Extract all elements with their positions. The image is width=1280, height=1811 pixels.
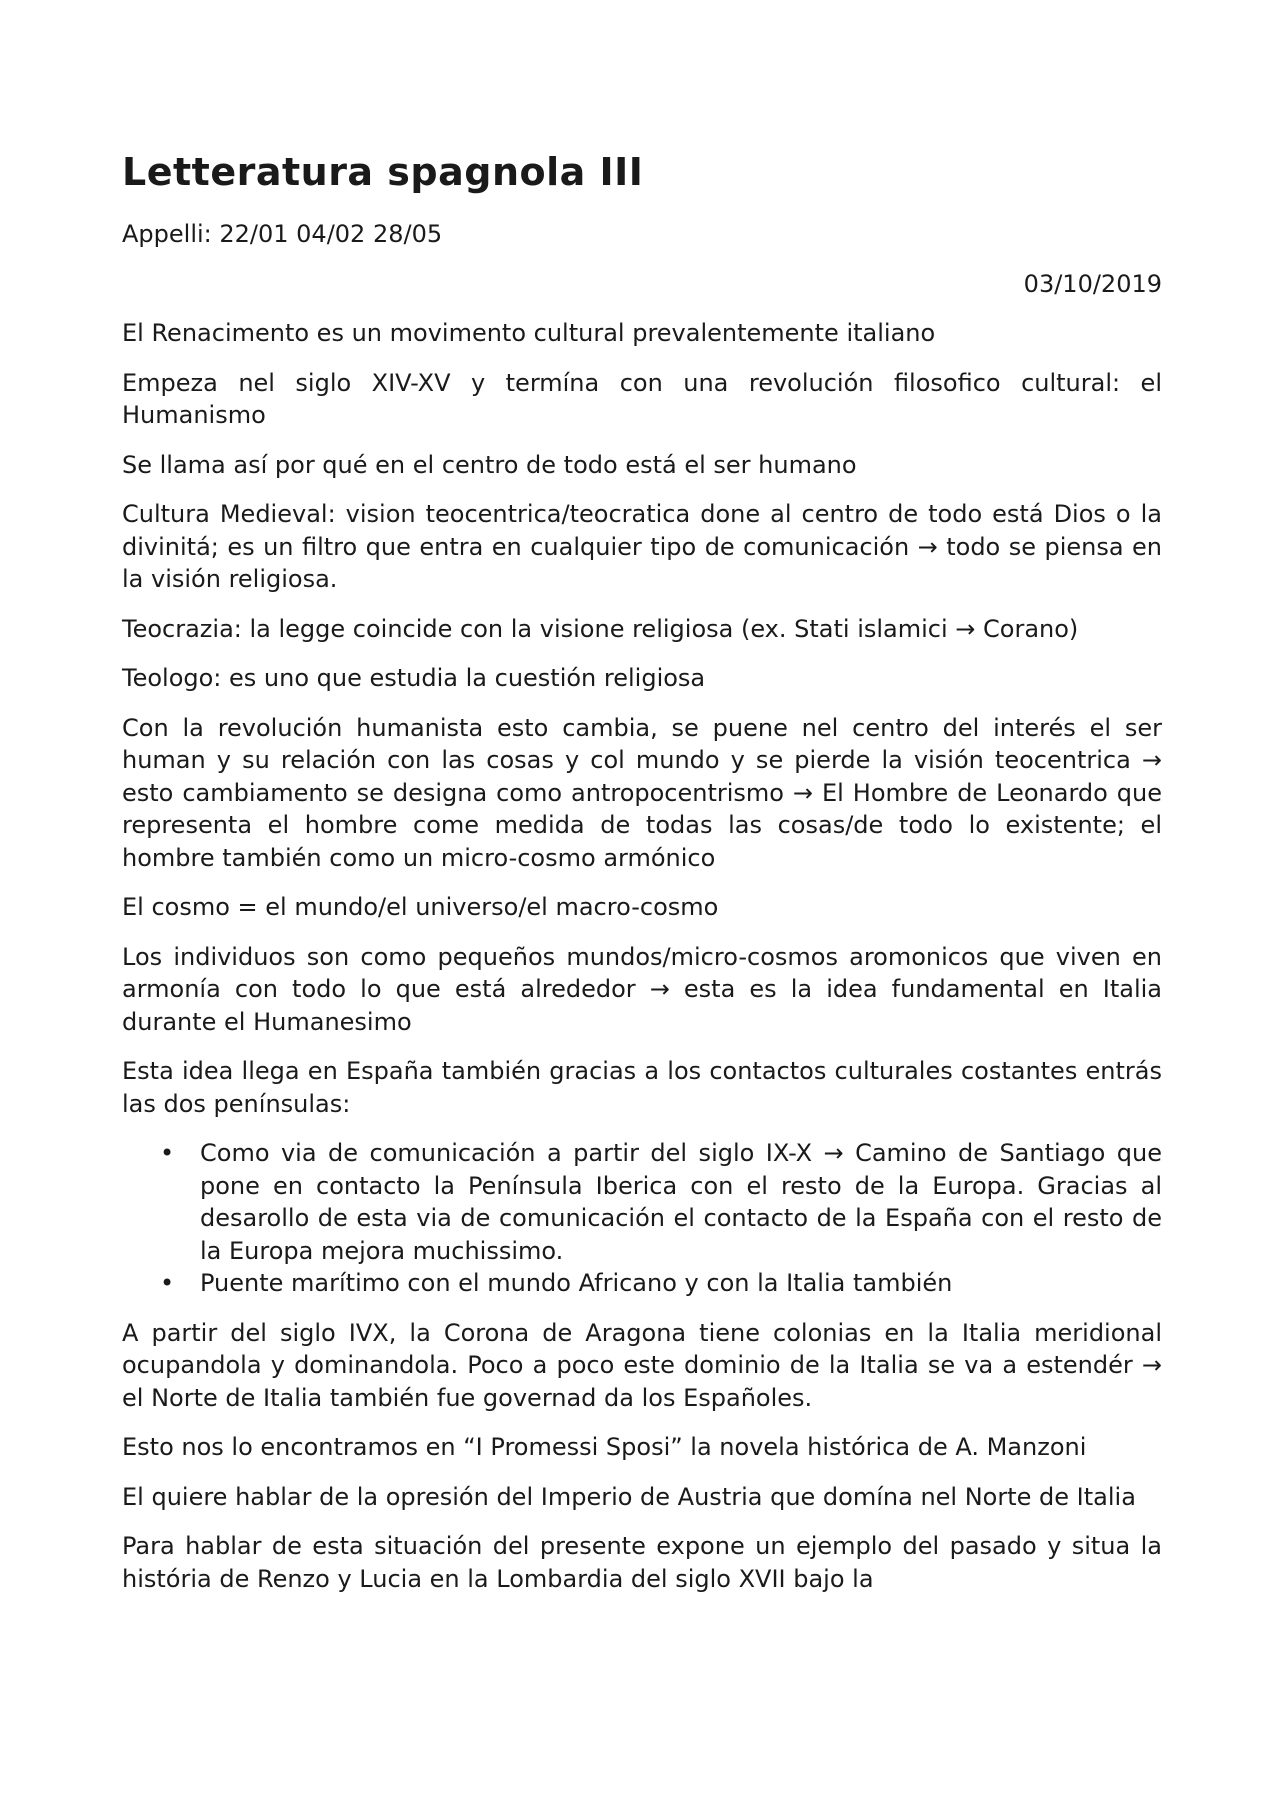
paragraph: Esta idea llega en España también gracias a los contactos culturales costantes entrás las dos penínsulas: [122,1057,1162,1118]
list-item-text: Puente marítimo con el mundo Africano y con la Italia también [200,1269,953,1297]
bullet-list [122,1137,1162,1300]
paragraph: Teologo: es uno que estudia la cuestión religiosa [122,664,706,692]
paragraph: El Renacimento es un movimento cultural prevalentemente italiano [122,319,936,347]
list-item-text: Como via de comunicación a partir del siglo IX-X → Camino de Santiago que pone en contacto la Península Iberica con el resto de la Europa. Gracias al desarollo de esta via de comunicación el contacto de la España con el resto de la Europa mejora muchissimo. [200,1139,1162,1265]
paragraph: A partir del siglo IVX, la Corona de Aragona tiene colonias en la Italia meridional ocupandola y dominandola. Poco a poco este dominio de la Italia se va a estendér → el Norte de Italia también fue governad da los Españoles. [122,1318,1162,1412]
paragraph: El quiere hablar de la opresión del Imperio de Austria que domína nel Norte de Italia [122,1482,1136,1511]
paragraph: Se llama así por qué en el centro de todo está el ser humano [122,450,857,479]
list-item [160,1137,1162,1267]
document-title: Letteratura spagnola III [122,150,644,194]
paragraph: Los individuos son como pequeños mundos/micro-cosmos aromonicos que viven en armonía con todo lo que está alrededor → esta es la idea fundamental en Italia durante el Humanesimo [122,942,1162,1036]
paragraph: Cultura Medieval: vision teocentrica/teocratica done al centro de todo está Dios o la divinitá; es un filtro que entra en cualquier tipo de comunicación → todo se piensa en la visión religiosa. [122,500,1162,593]
paragraph: El cosmo = el mundo/el universo/el macro-cosmo [122,893,719,921]
lecture-date: 03/10/2019 [1023,269,1162,298]
paragraph: Empeza nel siglo XIV-XV y termína con una revolución filosofico cultural: el Humanismo [122,368,1162,429]
paragraph: Para hablar de esta situación del presente expone un ejemplo del pasado y situa la história de Renzo y Lucia en la Lombardia del siglo XVII bajo la [122,1532,1162,1593]
paragraph: Esto nos lo encontramos en “I Promessi Sposi” la novela histórica de A. Manzoni [122,1433,1087,1461]
bullet-icon: • [160,1139,175,1167]
paragraph: Teocrazia: la legge coincide con la visione religiosa (ex. Stati islamici → Corano) [122,614,1079,643]
document-page [122,148,1162,1612]
bullet-icon: • [160,1269,175,1297]
list-item [160,1267,1162,1300]
paragraph: Con la revolución humanista esto cambia, se puene nel centro del interés el ser human y su relación con las cosas y col mundo y se pierde la visión teocentrica → esto cambiamento se designa como antropocentrismo → El Hombre de Leonardo que representa el hombre come medida de todas las cosas/de todo lo existente; el hombre también como un micro-cosmo armónico [122,713,1162,872]
exam-dates: Appelli: 22/01 04/02 28/05 [122,220,443,248]
